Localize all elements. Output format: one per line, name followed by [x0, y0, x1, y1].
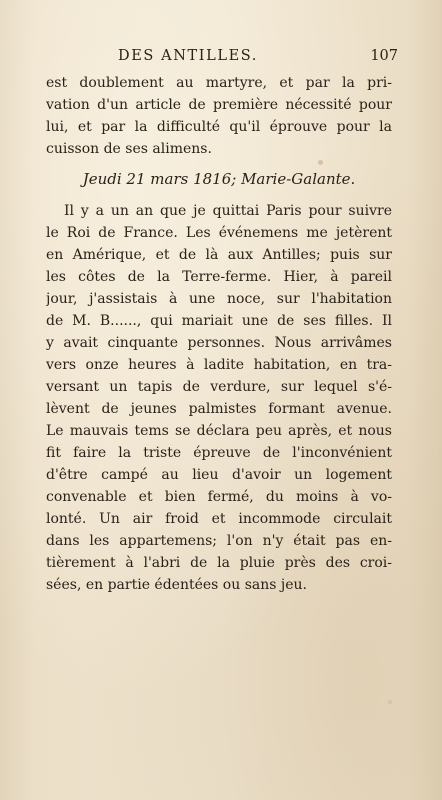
text-line: le Roi de France. Les événemens me jetèrent [46, 225, 392, 241]
paper-foxing-spot [318, 160, 323, 165]
text-line: y avait cinquante personnes. Nous arrivâmes [46, 335, 392, 351]
text-line: jour, j'assistais à une noce, sur l'habitation [46, 291, 392, 307]
text-line: Il y a un an que je quittai Paris pour suivre [64, 203, 392, 219]
text-line: lèvent de jeunes palmistes formant avenue. [46, 401, 392, 417]
text-line: lonté. Un air froid et incommode circulait [46, 511, 392, 527]
running-head: DES ANTILLES. [118, 48, 258, 64]
text-line: de M. B......, qui mariait une de ses filles. Il [46, 313, 392, 329]
entry-heading: Jeudi 21 mars 1816; Marie-Galante. [82, 170, 356, 188]
text-line: fit faire la triste épreuve de l'inconvénient [46, 445, 392, 461]
text-line: versant un tapis de verdure, sur lequel s'é- [46, 379, 392, 395]
text-line: dans les appartemens; l'on n'y était pas en- [46, 533, 392, 549]
text-line: d'être campé au lieu d'avoir un logement [46, 467, 392, 483]
text-line: Le mauvais tems se déclara peu après, et nous [46, 423, 392, 439]
paper-foxing-spot [388, 700, 392, 704]
text-line: convenable et bien fermé, du moins à vo- [46, 489, 392, 505]
text-line: en Amérique, et de là aux Antilles; puis sur [46, 247, 392, 263]
text-line: vers onze heures à ladite habitation, en tra- [46, 357, 392, 373]
text-line: lui, et par la difficulté qu'il éprouve pour la [46, 119, 392, 135]
text-line: cuisson de ses alimens. [46, 141, 212, 157]
page-number: 107 [370, 48, 398, 64]
text-line: sées, en partie édentées ou sans jeu. [46, 577, 307, 593]
text-line: tièrement à l'abri de la pluie près des croi- [46, 555, 392, 571]
text-line: les côtes de la Terre-ferme. Hier, à pareil [46, 269, 392, 285]
text-line: vation d'un article de première nécessité pour [46, 97, 392, 113]
text-line: est doublement au martyre, et par la pri- [46, 75, 392, 91]
page-header [58, 48, 398, 70]
